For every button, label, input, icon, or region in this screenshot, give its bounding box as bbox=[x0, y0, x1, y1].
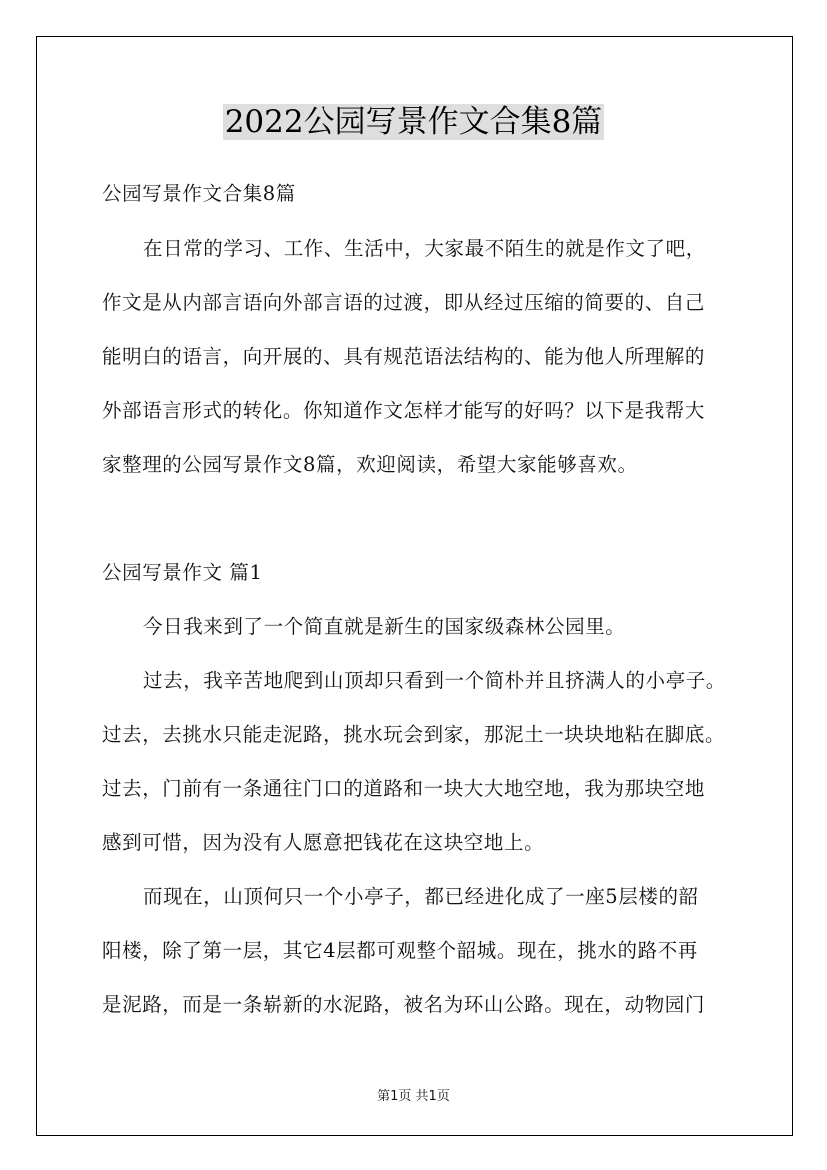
intro-line: 家整理的公园写景作文8篇，欢迎阅读，希望大家能够喜欢。 bbox=[102, 453, 638, 476]
section-heading: 公园写景作文 篇1 bbox=[102, 561, 263, 584]
subtitle: 公园写景作文合集8篇 bbox=[102, 182, 296, 205]
intro-line: 在日常的学习、工作、生活中，大家最不陌生的就是作文了吧， bbox=[143, 237, 706, 260]
body-line: 而现在，山顶何只一个小亭子，都已经进化成了一座5层楼的韶 bbox=[143, 885, 699, 908]
body-line: 今日我来到了一个简直就是新生的国家级森林公园里。 bbox=[143, 615, 626, 638]
body-line: 感到可惜，因为没有人愿意把钱花在这块空地上。 bbox=[102, 831, 545, 854]
body-line: 过去，我辛苦地爬到山顶却只看到一个简朴并且挤满人的小亭子。 bbox=[143, 669, 726, 692]
page-footer: 第1页 共1页 bbox=[377, 1089, 450, 1104]
document-title: 2022公园写景作文合集8篇 bbox=[224, 104, 603, 140]
body-line: 阳楼，除了第一层，其它4层都可观整个韶城。现在，挑水的路不再 bbox=[102, 939, 698, 962]
intro-line: 能明白的语言，向开展的、具有规范语法结构的、能为他人所理解的 bbox=[102, 345, 706, 368]
body-line: 过去，门前有一条通往门口的道路和一块大大地空地，我为那块空地 bbox=[102, 777, 706, 800]
body-line: 过去，去挑水只能走泥路，挑水玩会到家，那泥土一块块地粘在脚底。 bbox=[102, 723, 726, 746]
intro-line: 作文是从内部言语向外部言语的过渡，即从经过压缩的简要的、自己 bbox=[102, 291, 706, 314]
body-line: 是泥路，而是一条崭新的水泥路，被名为环山公路。现在，动物园门 bbox=[102, 993, 706, 1016]
intro-line: 外部语言形式的转化。你知道作文怎样才能写的好吗？以下是我帮大 bbox=[102, 399, 706, 422]
